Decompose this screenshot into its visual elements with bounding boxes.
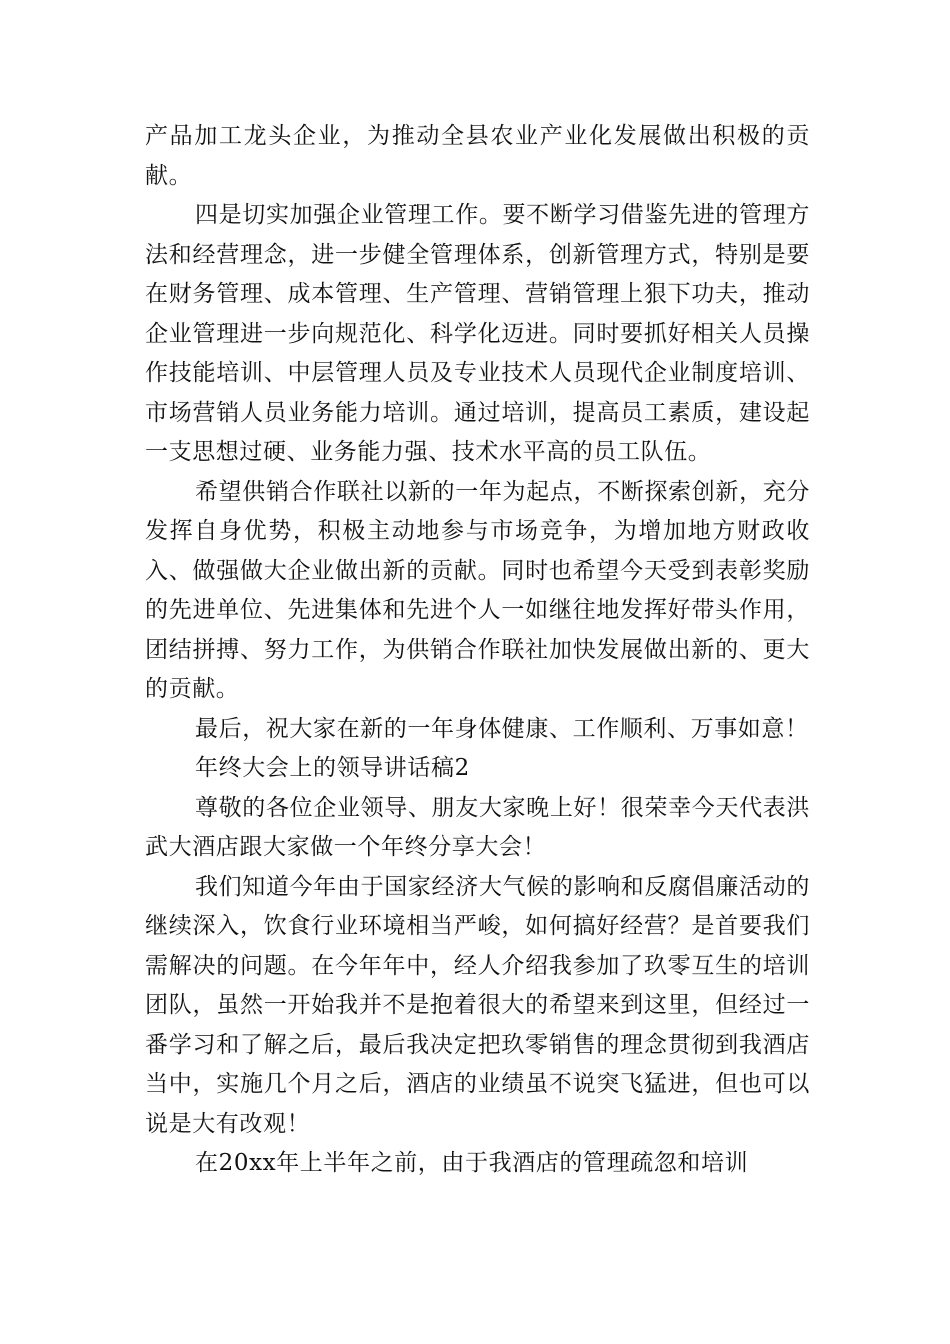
paragraph-greeting: 尊敬的各位企业领导、朋友大家晚上好！很荣幸今天代表洪武大酒店跟大家做一个年终分享大会！ — [145, 794, 810, 860]
paragraph-continuation: 产品加工龙头企业，为推动全县农业产业化发展做出积极的贡献。 — [145, 123, 810, 189]
paragraph-management: 四是切实加强企业管理工作。要不断学习借鉴先进的管理方法和经营理念，进一步健全管理体系，创新管理方式，特别是要在财务管理、成本管理、生产管理、营销管理上狠下功夫，推动企业管理进一步向规范化、科学化迈进。同时要抓好相关人员操作技能培训、中层管理人员及专业技术人员现代企业制度培训、市场营销人员业务能力培训。通过培训，提高员工素质，建设起一支思想过硬、业务能力强、技术水平高的员工队伍。 — [145, 202, 810, 465]
section-title: 年终大会上的领导讲话稿2 — [195, 755, 470, 781]
paragraph-history: 在20xx年上半年之前，由于我酒店的管理疏忽和培训 — [195, 1150, 749, 1176]
paragraph-wishes: 最后，祝大家在新的一年身体健康、工作顺利、万事如意！ — [195, 715, 809, 742]
document-page — [145, 117, 810, 1184]
paragraph-hope: 希望供销合作联社以新的一年为起点，不断探索创新，充分发挥自身优势，积极主动地参与市场竞争，为增加地方财政收入、做强做大企业做出新的贡献。同时也希望今天受到表彰奖励的先进单位、先进集体和先进个人一如继往地发挥好带头作用，团结拼搏、努力工作，为供销合作联社加快发展做出新的、更大的贡献。 — [145, 478, 810, 702]
paragraph-industry: 我们知道今年由于国家经济大气候的影响和反腐倡廉活动的继续深入，饮食行业环境相当严峻，如何搞好经营？是首要我们需解决的问题。在今年年中，经人介绍我参加了玖零互生的培训团队，虽然一开始我并不是抱着很大的希望来到这里，但经过一番学习和了解之后，最后我决定把玖零销售的理念贯彻到我酒店当中，实施几个月之后，酒店的业绩虽不说突飞猛进，但也可以说是大有改观！ — [145, 873, 810, 1137]
